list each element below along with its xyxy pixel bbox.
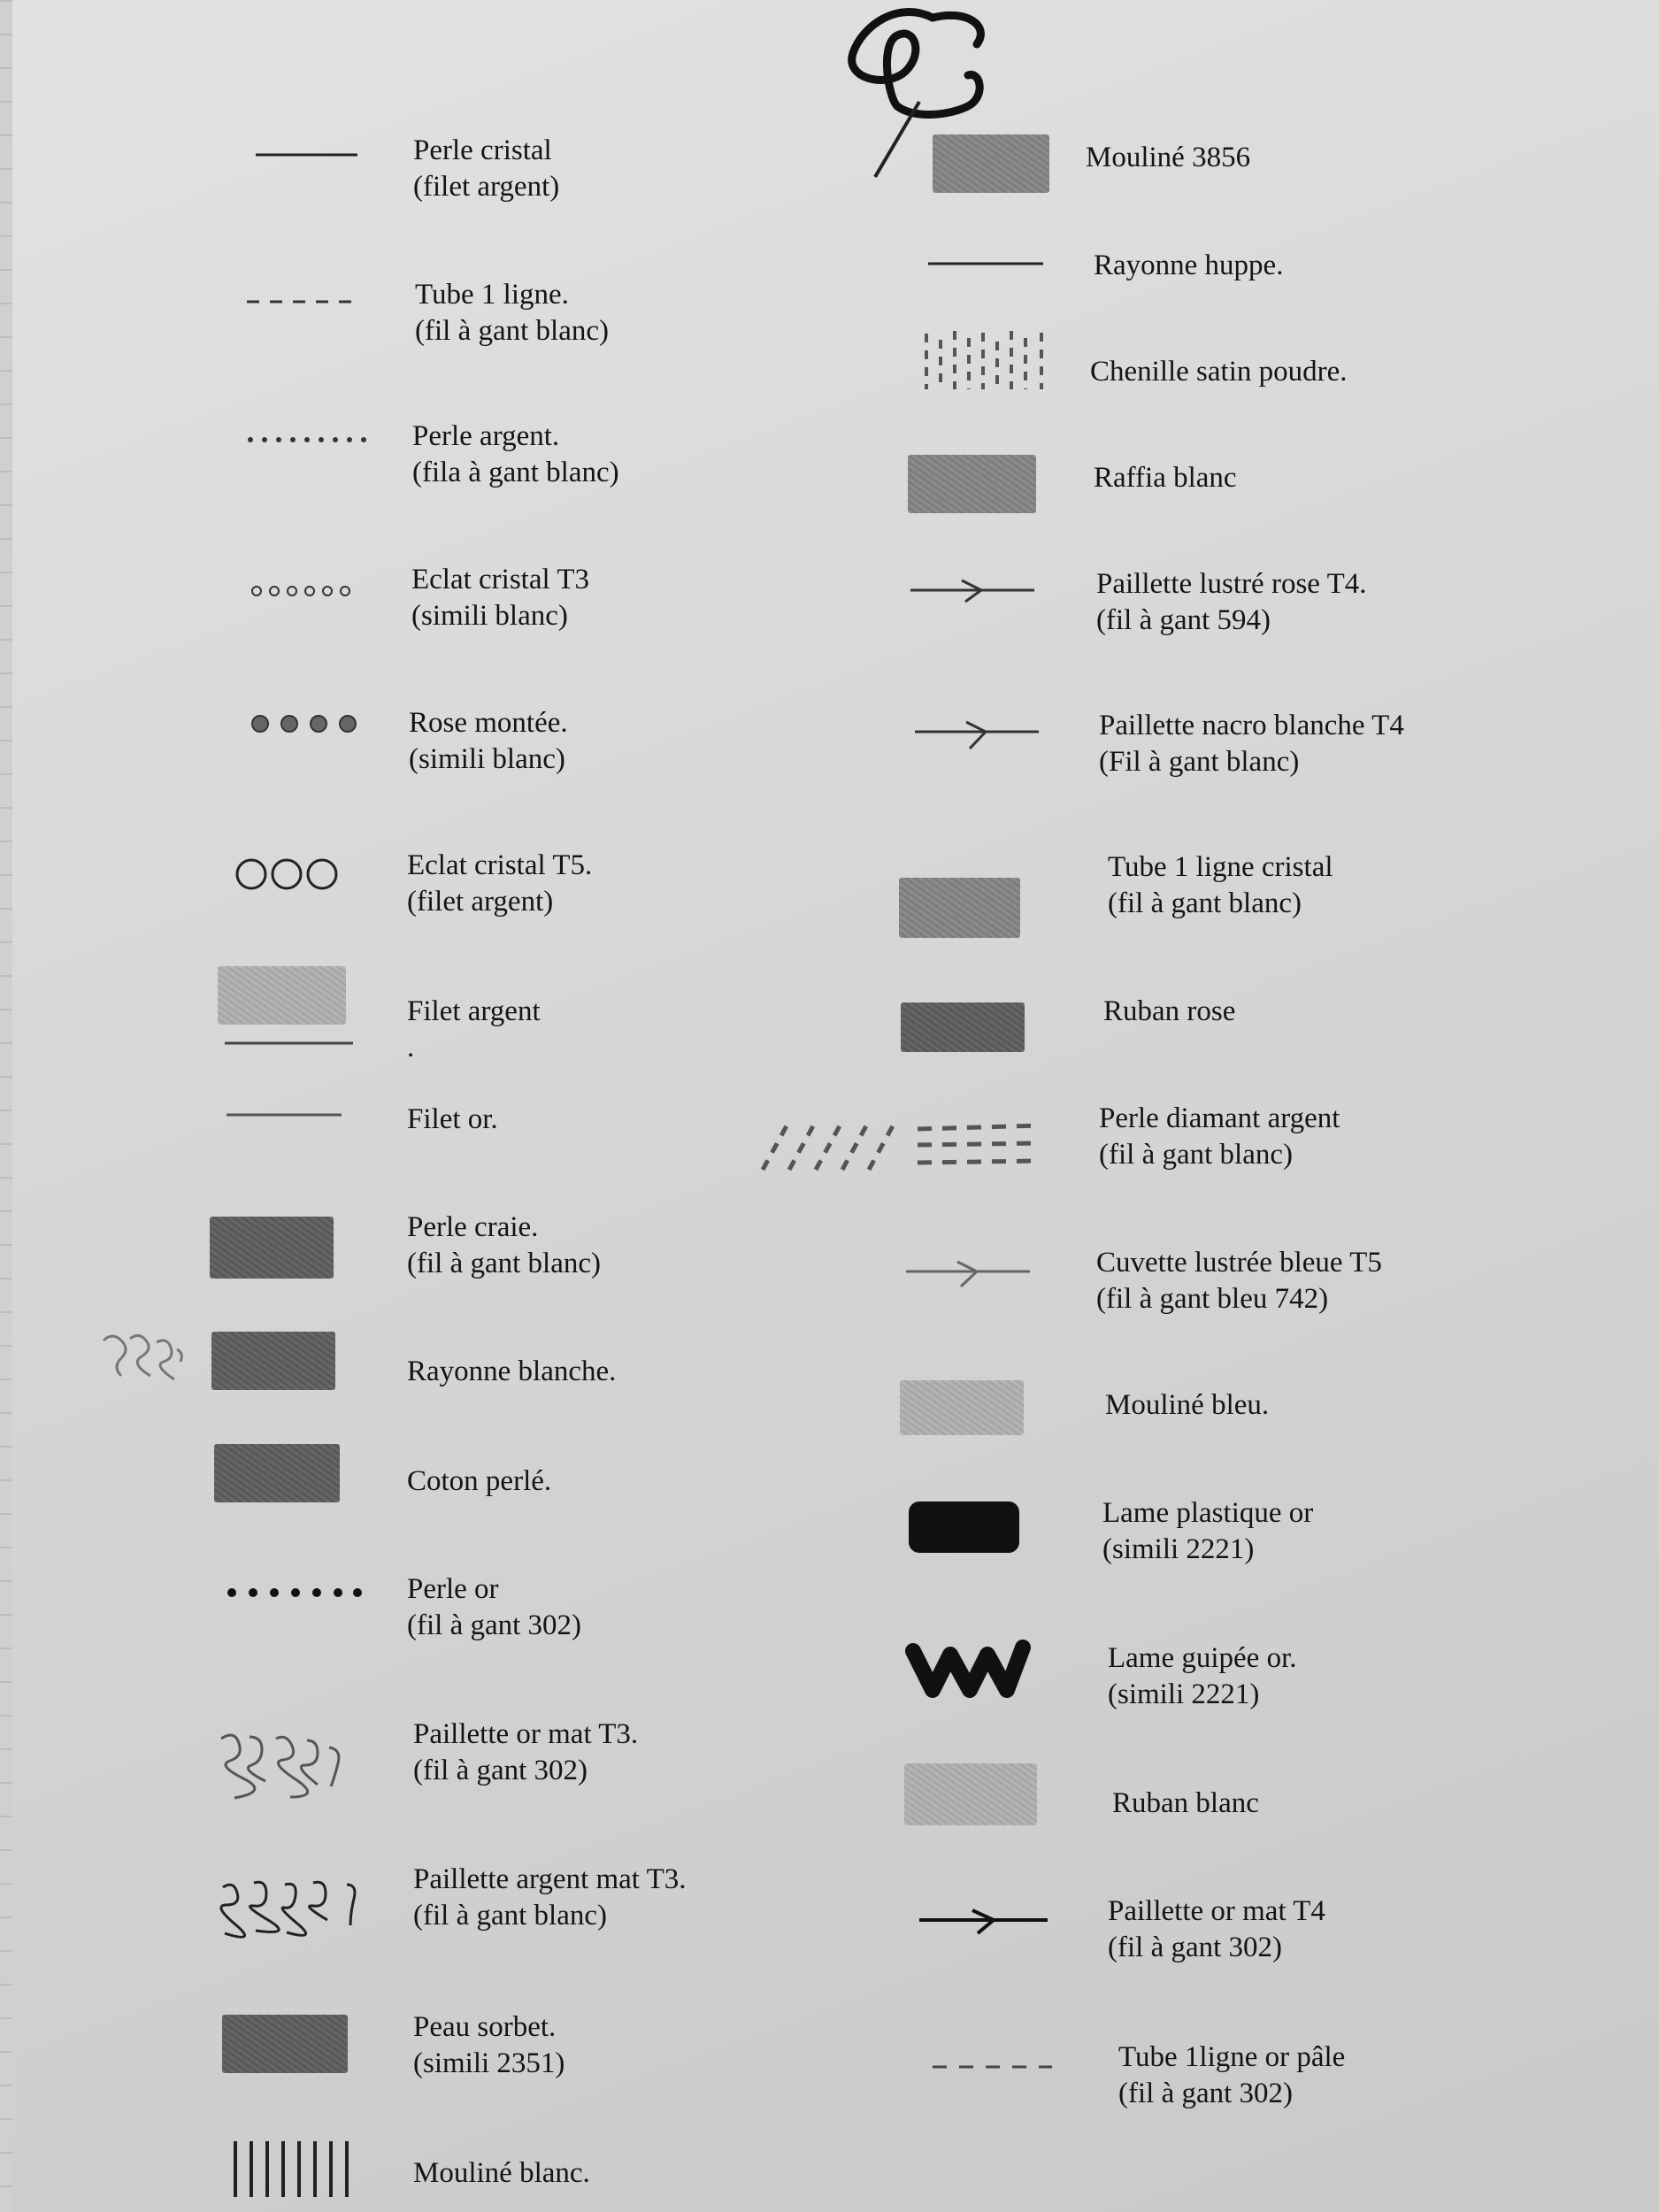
mid-swatch-icon bbox=[908, 455, 1036, 513]
legend-label: Filet or. bbox=[407, 1103, 498, 1135]
legend-label: Rose montée. bbox=[409, 707, 568, 739]
solid-line-icon bbox=[225, 1040, 357, 1047]
rosette-dots-icon bbox=[250, 713, 365, 734]
legend-sublabel: (fil à gant 302) bbox=[407, 1609, 582, 1641]
squiggle-pattern-icon bbox=[214, 1730, 351, 1805]
squiggle-pattern-icon bbox=[214, 1874, 365, 1940]
legend-label: Lame guipée or. bbox=[1108, 1642, 1297, 1674]
diagonal-dash-pattern-icon bbox=[754, 1117, 1055, 1174]
legend-sublabel: (filet argent) bbox=[407, 886, 554, 918]
legend-sublabel: (fil à gant 302) bbox=[1108, 1932, 1283, 1963]
legend-label: Mouliné bleu. bbox=[1105, 1389, 1270, 1421]
legend-sublabel: (simili 2221) bbox=[1102, 1533, 1255, 1565]
large-circles-icon bbox=[235, 856, 359, 892]
zigzag-icon bbox=[906, 1639, 1030, 1701]
legend-label: Tube 1 ligne. bbox=[415, 279, 569, 311]
legend-sublabel: (simili blanc) bbox=[409, 743, 565, 775]
mid-swatch-icon bbox=[899, 878, 1020, 938]
legend-label: Ruban rose bbox=[1103, 995, 1236, 1027]
legend-label: Perle cristal bbox=[413, 134, 552, 166]
arrow-line-icon bbox=[906, 1258, 1034, 1290]
dark-swatch-icon bbox=[211, 1332, 335, 1390]
small-circles-icon bbox=[250, 584, 365, 598]
dark-swatch-icon bbox=[214, 1444, 340, 1502]
legend-label: Paillette argent mat T3. bbox=[413, 1863, 687, 1895]
legend-sublabel: (fil à gant 302) bbox=[1118, 2078, 1294, 2109]
legend-label: Lame plastique or bbox=[1102, 1497, 1314, 1529]
legend-label: Filet argent bbox=[407, 995, 541, 1027]
legend-sublabel: (fil à gant 302) bbox=[413, 1755, 588, 1786]
arrow-line-icon bbox=[915, 718, 1043, 754]
light-swatch-icon bbox=[900, 1380, 1024, 1435]
legend-label: Paillette or mat T3. bbox=[413, 1718, 639, 1750]
dotted-line-icon bbox=[247, 434, 371, 446]
solid-line-icon bbox=[928, 260, 1048, 267]
legend-sublabel: . bbox=[407, 1032, 415, 1064]
legend-label: Coton perlé. bbox=[407, 1465, 552, 1497]
dark-swatch-icon bbox=[210, 1217, 334, 1279]
legend-sublabel: (fil à gant blanc) bbox=[407, 1248, 601, 1279]
dashed-line-icon bbox=[933, 2063, 1056, 2070]
solid-line-icon bbox=[256, 150, 362, 159]
legend-label: Raffia blanc bbox=[1094, 462, 1237, 494]
light-swatch-icon bbox=[904, 1763, 1037, 1825]
arrow-line-icon bbox=[919, 1907, 1052, 1937]
bold-dots-icon bbox=[225, 1586, 366, 1600]
legend-label: Perle diamant argent bbox=[1099, 1102, 1340, 1134]
dark-swatch-icon bbox=[901, 1002, 1025, 1052]
legend-sublabel: (fil à gant blanc) bbox=[413, 1900, 607, 1932]
black-bar-icon bbox=[909, 1502, 1019, 1553]
legend-label: Eclat cristal T5. bbox=[407, 849, 593, 881]
legend-label: Rayonne blanche. bbox=[407, 1356, 617, 1387]
legend-sublabel: (Fil à gant blanc) bbox=[1099, 746, 1300, 778]
legend-sublabel: (fil à gant blanc) bbox=[415, 315, 609, 347]
legend-label: Paillette or mat T4 bbox=[1108, 1895, 1325, 1927]
legend-sublabel: (simili blanc) bbox=[411, 600, 568, 632]
legend-label: Perle craie. bbox=[407, 1211, 539, 1243]
legend-label: Cuvette lustrée bleue T5 bbox=[1096, 1247, 1382, 1279]
legend-sublabel: (filet argent) bbox=[413, 171, 560, 203]
legend-label: Peau sorbet. bbox=[413, 2011, 557, 2043]
dark-swatch-icon bbox=[222, 2015, 348, 2073]
legend-sublabel: (simili 2221) bbox=[1108, 1678, 1260, 1710]
legend-sublabel: (fil à gant blanc) bbox=[1108, 887, 1302, 919]
legend-label: Paillette lustré rose T4. bbox=[1096, 568, 1367, 600]
legend-label: Mouliné 3856 bbox=[1086, 142, 1251, 173]
vertical-dashes-icon bbox=[919, 329, 1052, 391]
squiggle-pattern-icon bbox=[99, 1332, 188, 1389]
page-ruling bbox=[0, 0, 12, 2212]
legend-sublabel: (fil à gant bleu 742) bbox=[1096, 1283, 1329, 1315]
legend-label: Perle argent. bbox=[412, 420, 560, 452]
mid-swatch-icon bbox=[933, 134, 1049, 193]
legend-sublabel: (simili 2351) bbox=[413, 2047, 565, 2079]
legend-sublabel: (fil à gant 594) bbox=[1096, 604, 1271, 636]
legend-label: Rayonne huppe. bbox=[1094, 250, 1284, 281]
legend-label: Perle or bbox=[407, 1573, 499, 1605]
legend-label: Tube 1ligne or pâle bbox=[1118, 2041, 1346, 2073]
light-swatch-icon bbox=[218, 966, 346, 1025]
vertical-strokes-icon bbox=[228, 2137, 365, 2199]
solid-line-icon bbox=[227, 1111, 346, 1118]
dashed-line-icon bbox=[247, 297, 362, 306]
legend-label: Ruban blanc bbox=[1112, 1787, 1259, 1819]
legend-sublabel: (fil à gant blanc) bbox=[1099, 1139, 1293, 1171]
legend-sublabel: (fila à gant blanc) bbox=[412, 457, 619, 488]
legend-label: Eclat cristal T3 bbox=[411, 564, 589, 595]
legend-label: Tube 1 ligne cristal bbox=[1108, 851, 1333, 883]
legend-label: Paillette nacro blanche T4 bbox=[1099, 710, 1404, 741]
legend-sheet bbox=[12, 0, 1659, 2212]
legend-label: Chenille satin poudre. bbox=[1090, 356, 1348, 388]
arrow-line-icon bbox=[910, 577, 1039, 603]
legend-label: Mouliné blanc. bbox=[413, 2157, 590, 2189]
